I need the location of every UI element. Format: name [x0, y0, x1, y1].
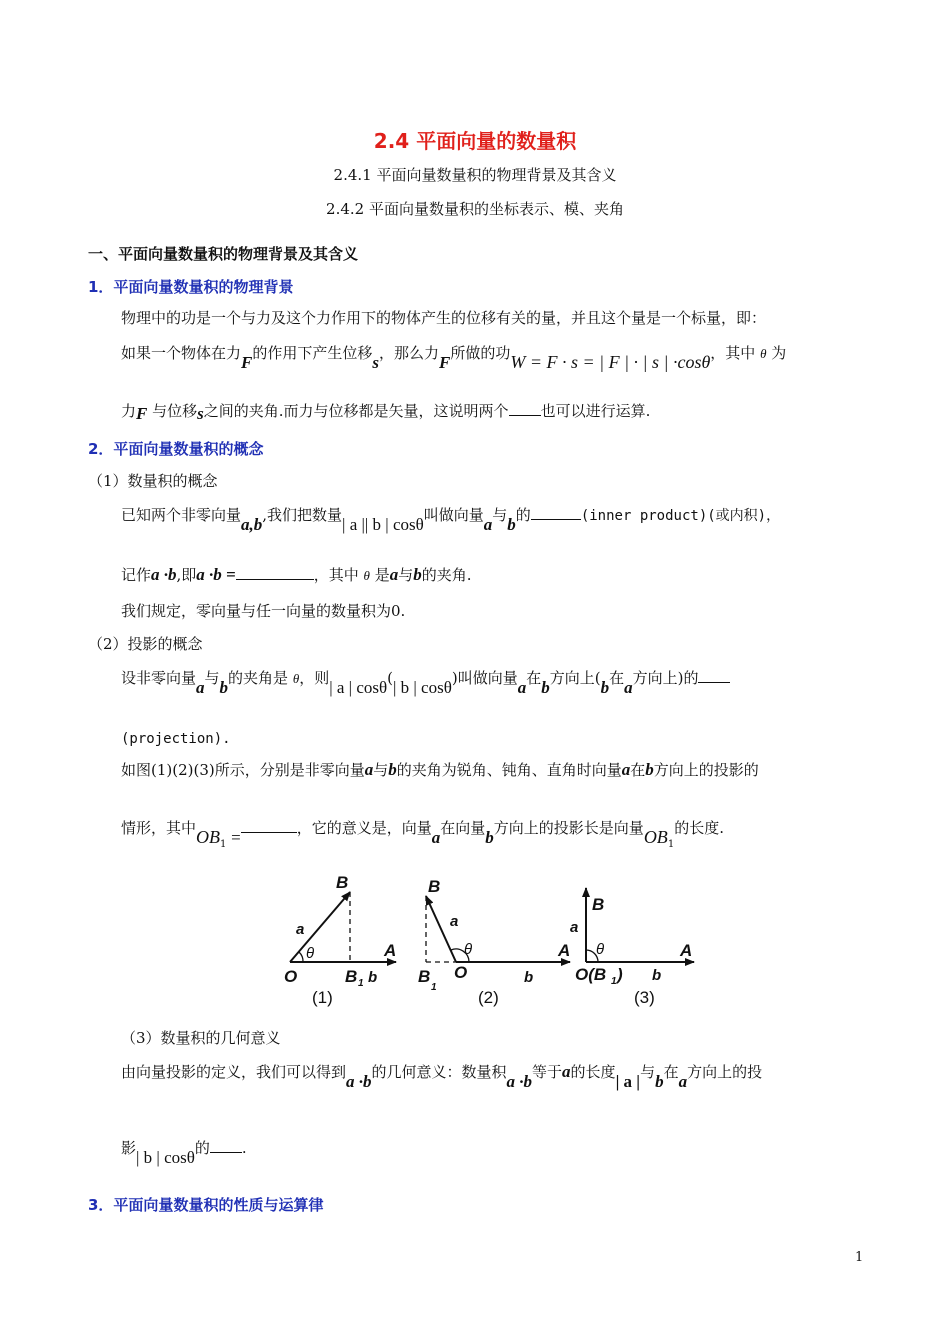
- svg-text:O: O: [454, 963, 468, 982]
- svg-text:θ: θ: [306, 945, 315, 962]
- subtitle-2: 2.4.2 平面向量数量积的坐标表示、模、夹角: [326, 200, 624, 218]
- svg-text:B: B: [428, 877, 441, 896]
- svg-text:b: b: [524, 969, 534, 986]
- svg-text:B: B: [418, 967, 431, 986]
- page-number: 1: [855, 1250, 864, 1265]
- concept-2-line-3: 如图(1)(2)(3)所示，分别是非零向量a与b的夹角为锐角、钝角、直角时向量a在b方向上的投影的: [121, 760, 759, 779]
- diagram-right: [570, 888, 694, 1007]
- svg-text:): ): [617, 965, 623, 984]
- heading-properties: 3．平面向量数量积的性质与运算律: [88, 1196, 324, 1214]
- projection-term: (projection).: [121, 731, 231, 747]
- svg-text:θ: θ: [464, 941, 473, 958]
- concept-2-line-1: 设非零向量a与b的夹角是 θ，则| a | cosθ(| b | cosθ)叫做向量a在b方向上(b在a方向上)的: [121, 668, 730, 689]
- blank-3: [236, 565, 314, 580]
- blank-2: [531, 505, 581, 520]
- svg-text:B: B: [345, 967, 358, 986]
- concept-3-title: （3）数量积的几何意义: [121, 1029, 281, 1047]
- blank-6: [210, 1138, 242, 1153]
- svg-text:O(B: O(B: [575, 965, 607, 984]
- svg-text:a: a: [570, 919, 579, 936]
- diagram-acute: [284, 873, 396, 1007]
- svg-text:A: A: [384, 941, 397, 960]
- concept-2-title: （2）投影的概念: [88, 635, 203, 653]
- caption-1: (1): [312, 988, 333, 1007]
- svg-text:a: a: [450, 913, 459, 930]
- blank-1: [509, 401, 541, 416]
- bg-line-3: 力F 与位移s之间的夹角.而力与位移都是矢量，这说明两个 也可以进行运算.: [121, 402, 651, 423]
- diagram-obtuse: [418, 877, 570, 1007]
- heading-background: 1．平面向量数量积的物理背景: [88, 278, 294, 296]
- svg-text:a: a: [296, 921, 305, 938]
- bg-line-2: 如果一个物体在力F的作用下产生位移s，那么力F所做的功W = F · s = | F | · | s | ·cosθ，其中 θ 为: [121, 344, 787, 372]
- concept-1-line-1: 已知两个非零向量a,b,我们把数量| a || b | cosθ叫做向量a与b的 (inner product)(或内积)，: [121, 506, 781, 534]
- label-B: B: [336, 873, 349, 892]
- svg-text:θ: θ: [596, 941, 605, 958]
- svg-text:1: 1: [611, 976, 617, 987]
- work-formula: W = F · s = | F | · | s | ·cosθ: [510, 352, 711, 372]
- caption-3: (3): [634, 988, 655, 1007]
- section-heading: 一、平面向量数量积的物理背景及其含义: [88, 245, 359, 263]
- projection-figure: [270, 860, 710, 1010]
- subtitle-1: 2.4.1 平面向量数量积的物理背景及其含义: [333, 166, 617, 184]
- concept-3-line-1: 由向量投影的定义，我们可以得到a ·b的几何意义：数量积a ·b等于a的长度| a |与b在a方向上的投: [121, 1062, 763, 1091]
- blank-5: [241, 818, 297, 833]
- blank-4: [698, 668, 730, 683]
- concept-1-line-2: 记作a ·b,即a ·b = ，其中 θ 是a与b的夹角.: [121, 565, 472, 584]
- svg-text:b: b: [368, 969, 378, 986]
- svg-text:O: O: [284, 967, 298, 986]
- concept-2-line-4: 情形，其中$OB_1$ = ，它的意义是，向量a在向量b方向上的投影长是向量$OB_1$的长度.: [121, 819, 724, 850]
- svg-text:1: 1: [431, 982, 437, 993]
- heading-concept: 2．平面向量数量积的概念: [88, 440, 264, 458]
- page-title: 2.4 平面向量的数量积: [373, 129, 577, 153]
- concept-1-title: （1）数量积的概念: [88, 472, 218, 490]
- concept-3-line-2: 影| b | cosθ的 .: [121, 1139, 247, 1167]
- svg-text:A: A: [558, 941, 571, 960]
- bg-line-1: 物理中的功是一个与力及这个力作用下的物体产生的位移有关的量，并且这个量是一个标量，即：: [121, 309, 767, 327]
- svg-text:1: 1: [358, 978, 364, 989]
- svg-text:B: B: [592, 895, 605, 914]
- svg-text:A: A: [680, 941, 693, 960]
- concept-1-line-3: 我们规定，零向量与任一向量的数量积为0.: [121, 602, 406, 620]
- svg-text:b: b: [652, 967, 662, 984]
- caption-2: (2): [478, 988, 499, 1007]
